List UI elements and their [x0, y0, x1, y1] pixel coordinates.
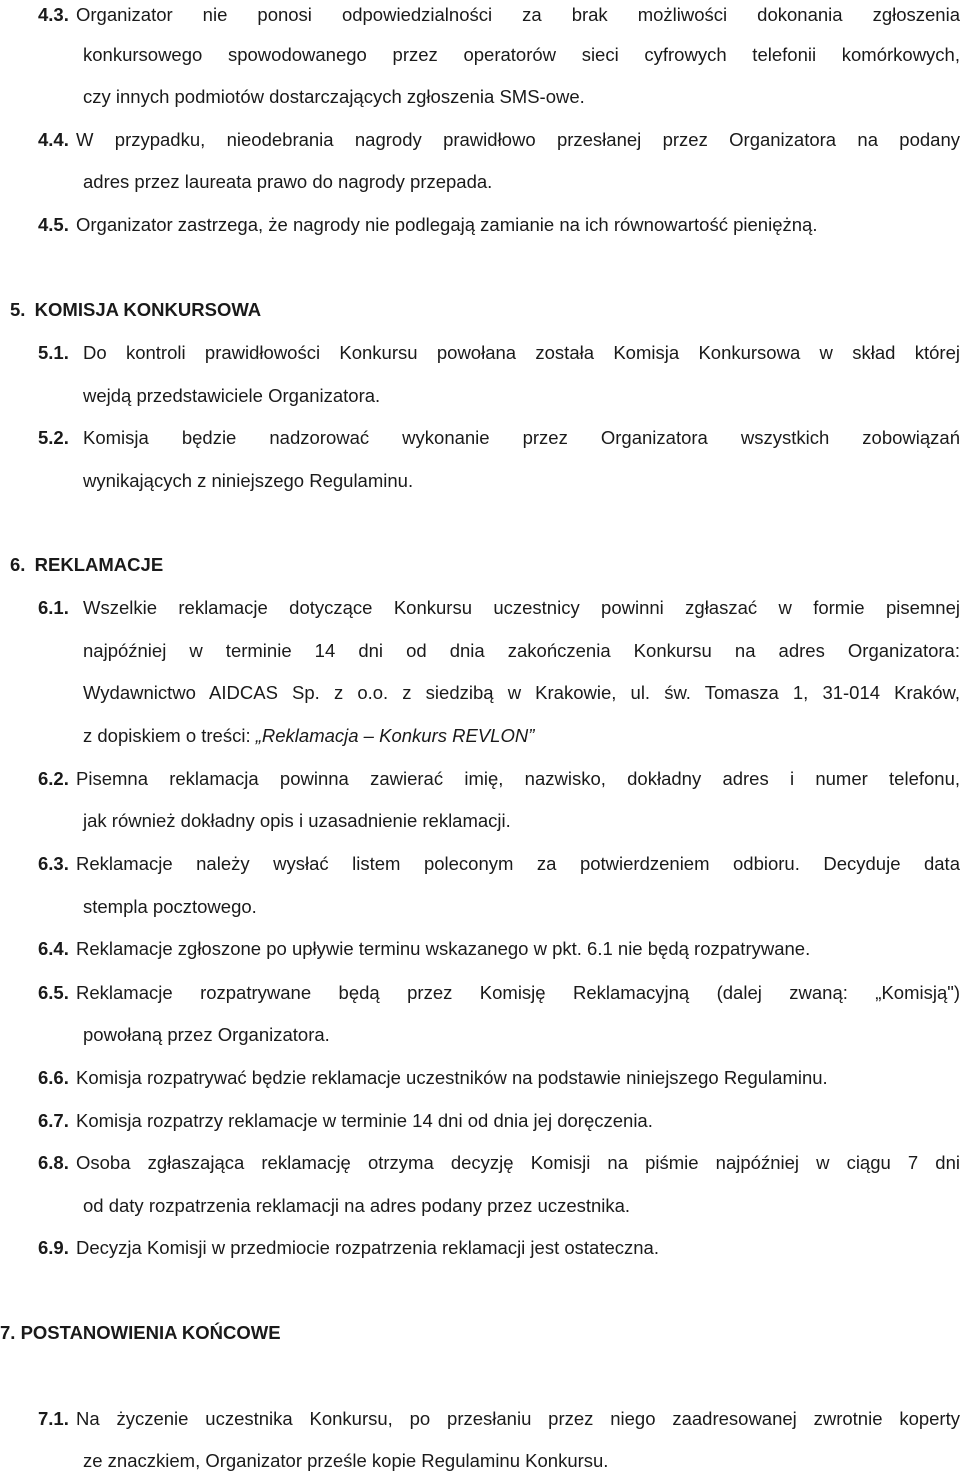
clause-7-1 [38, 1404, 960, 1434]
clause-line: Do kontroli prawidłowości Konkursu powołana została Komisja Konkursowa w skład której [83, 342, 960, 363]
clause-line: Komisja będzie nadzorować wykonanie przez Organizatora wszystkich zobowiązań [83, 427, 960, 448]
clause-line: wynikających z niniejszego Regulaminu. [83, 470, 414, 491]
clause-line: powołaną przez Organizatora. [83, 1024, 330, 1045]
clause-6-5 [38, 978, 960, 1008]
clause-6-6 [38, 1063, 960, 1093]
clause-4-4 [38, 125, 960, 155]
clause-number: 6.3. [38, 853, 69, 874]
clause-line: Reklamacje rozpatrywane będą przez Komisję Reklamacyjną (dalej zwaną: „Komisją") [76, 982, 960, 1003]
clause-number: 6.7. [38, 1110, 69, 1131]
clause-number: 4.5. [38, 214, 69, 235]
clause-number: 6.2. [38, 768, 69, 789]
clause-line: Decyzja Komisji w przedmiocie rozpatrzenia reklamacji jest ostateczna. [76, 1237, 659, 1258]
clause-line: ze znaczkiem, Organizator prześle kopie Regulaminu Konkursu. [83, 1450, 609, 1471]
clause-number: 5.1. [38, 342, 69, 363]
clause-6-7 [38, 1106, 960, 1136]
clause-line: Komisja rozpatrzy reklamacje w terminie 14 dni od dnia jej doręczenia. [76, 1110, 653, 1131]
clause-line: Organizator nie ponosi odpowiedzialności za brak możliwości dokonania zgłoszenia [76, 4, 960, 25]
clause-line: Osoba zgłaszająca reklamację otrzyma decyzję Komisji na piśmie najpóźniej w ciągu 7 dni [76, 1152, 960, 1173]
clause-number: 7.1. [38, 1408, 69, 1429]
clause-line: od daty rozpatrzenia reklamacji na adres podany przez uczestnika. [83, 1195, 631, 1216]
reklamacja-subject: „Reklamacja – Konkurs REVLON” [255, 725, 535, 746]
clause-line: Wszelkie reklamacje dotyczące Konkursu uczestnicy powinni zgłaszać w formie pisemnej [83, 597, 960, 618]
clause-5-1 [38, 338, 960, 368]
clause-6-9 [38, 1233, 960, 1263]
clause-line: Organizator zastrzega, że nagrody nie podlegają zamianie na ich równowartość pieniężną. [76, 214, 818, 235]
clause-line: czy innych podmiotów dostarczających zgłoszenia SMS-owe. [83, 86, 585, 107]
clause-6-2 [38, 764, 960, 794]
clause-number: 4.4. [38, 129, 69, 150]
clause-line: Pisemna reklamacja powinna zawierać imię, nazwisko, dokładny adres i numer telefonu, [76, 768, 960, 789]
clause-6-3 [38, 849, 960, 879]
clause-4-3 [38, 0, 960, 30]
clause-line: Reklamacje zgłoszone po upływie terminu wskazanego w pkt. 6.1 nie będą rozpatrywane. [76, 938, 811, 959]
clause-line: adres przez laureata prawo do nagrody przepada. [83, 171, 493, 192]
clause-line: stempla pocztowego. [83, 896, 257, 917]
clause-number: 6.4. [38, 938, 69, 959]
clause-number: 6.6. [38, 1067, 69, 1088]
clause-number: 6.1. [38, 597, 69, 618]
clause-number: 5.2. [38, 427, 69, 448]
section-heading-5: 5. KOMISJA KONKURSOWA [10, 299, 262, 320]
clause-number: 6.8. [38, 1152, 69, 1173]
clause-6-1 [38, 593, 960, 623]
clause-line [83, 721, 534, 751]
clause-line: Reklamacje należy wysłać listem poleconym za potwierdzeniem odbioru. Decyduje data [76, 853, 960, 874]
section-heading-7: 7. POSTANOWIENIA KOŃCOWE [0, 1322, 281, 1343]
clause-line: wejdą przedstawiciele Organizatora. [83, 385, 381, 406]
clause-4-5 [38, 210, 960, 240]
clause-number: 4.3. [38, 4, 69, 25]
clause-text: z dopiskiem o treści: [83, 725, 256, 746]
clause-number: 6.5. [38, 982, 69, 1003]
clause-line: najpóźniej w terminie 14 dni od dnia zakończenia Konkursu na adres Organizatora: [83, 640, 960, 661]
clause-number: 6.9. [38, 1237, 69, 1258]
clause-6-4 [38, 934, 960, 964]
clause-line: konkursowego spowodowanego przez operatorów sieci cyfrowych telefonii komórkowych, [83, 44, 960, 65]
clause-line: Komisja rozpatrywać będzie reklamacje uczestników na podstawie niniejszego Regulaminu. [76, 1067, 828, 1088]
clause-line: Na życzenie uczestnika Konkursu, po przesłaniu przez niego zaadresowanej zwrotnie koperty [76, 1408, 960, 1429]
clause-line: Wydawnictwo AIDCAS Sp. z o.o. z siedzibą w Krakowie, ul. św. Tomasza 1, 31-014 Kraków, [83, 682, 960, 703]
clause-5-2 [38, 423, 960, 453]
clause-6-8 [38, 1148, 960, 1178]
clause-line: W przypadku, nieodebrania nagrody prawidłowo przesłanej przez Organizatora na podany [76, 129, 960, 150]
section-heading-6: 6. REKLAMACJE [10, 554, 164, 575]
clause-line: jak również dokładny opis i uzasadnienie reklamacji. [83, 810, 511, 831]
